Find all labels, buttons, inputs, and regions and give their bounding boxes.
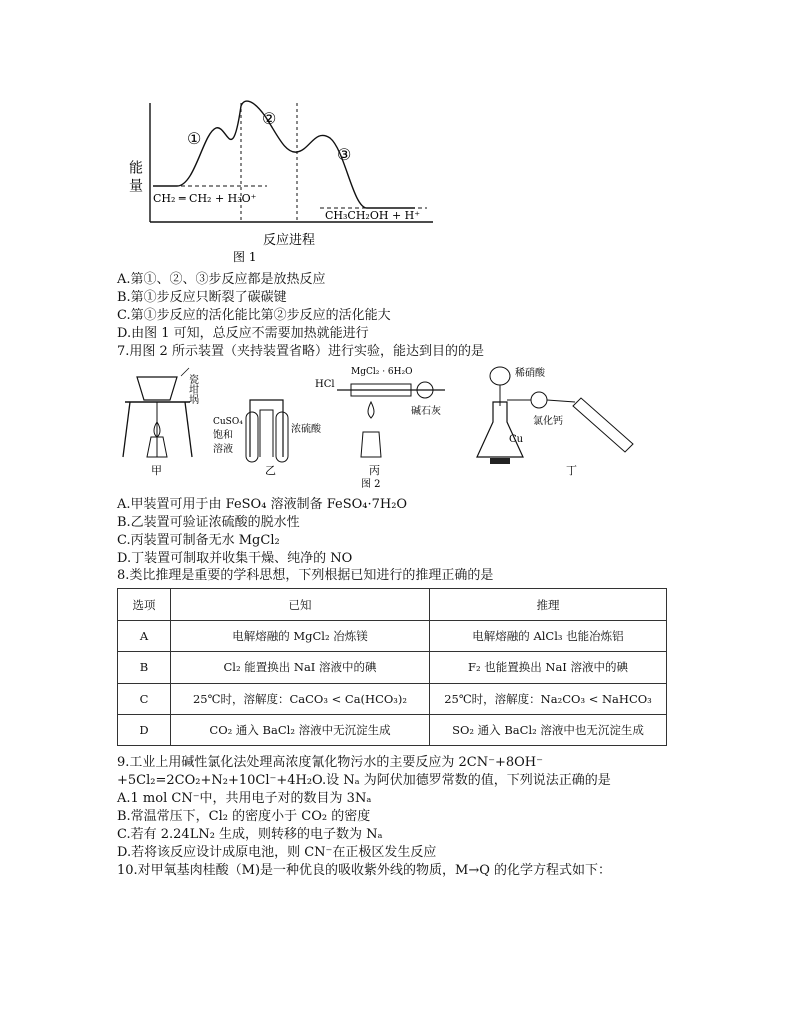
- apparatus-jia: [123, 368, 199, 477]
- table-row: [118, 652, 667, 683]
- cu-label: Cu: [509, 434, 524, 445]
- q6-option-b: B.第①步反应只断裂了碳碳键: [117, 290, 287, 305]
- q6-option-a: A.第①、②、③步反应都是放热反应: [117, 272, 326, 287]
- q9-option-a: A.1 mol CN⁻中，共用电子对的数目为 3Nₐ: [117, 791, 372, 806]
- row-d-known: CO₂ 通入 BaCl₂ 溶液中无沉淀生成: [171, 714, 430, 745]
- step-3-label: ③: [337, 145, 352, 164]
- apparatus-ding-name: 丁: [566, 464, 577, 477]
- row-c-inference: 25℃时，溶解度：Na₂CO₃ < NaHCO₃: [430, 683, 667, 714]
- apparatus-jia-name: 甲: [151, 464, 162, 477]
- row-a-known: 电解熔融的 MgCl₂ 冶炼镁: [171, 621, 430, 652]
- dilute-hno3-label: 稀硝酸: [515, 368, 545, 379]
- row-a-option: A: [118, 621, 171, 652]
- crucible-label: 瓷坩埚: [186, 374, 198, 404]
- table-row: [118, 714, 667, 745]
- apparatus-yi-name: 乙: [265, 464, 276, 477]
- figure-2-caption: 图 2: [361, 479, 381, 490]
- row-d-inference: SO₂ 通入 BaCl₂ 溶液中也无沉淀生成: [430, 714, 667, 745]
- mgcl2-label: MgCl₂ · 6H₂O: [351, 367, 413, 377]
- row-a-inference: 电解熔融的 AlCl₃ 也能冶炼铝: [430, 621, 667, 652]
- hcl-label: HCl: [315, 379, 335, 390]
- x-axis-label: 反应进程: [263, 233, 316, 248]
- q7-stem: 7.用图 2 所示装置（夹持装置省略）进行实验，能达到目的的是: [117, 344, 484, 359]
- apparatus-ding: [477, 366, 633, 477]
- table-row: [118, 683, 667, 714]
- q6-option-c: C.第①步反应的活化能比第②步反应的活化能大: [117, 308, 391, 323]
- header-option: 选项: [118, 589, 171, 621]
- q7-option-d: D.丁装置可制取并收集干燥、纯净的 NO: [117, 551, 353, 566]
- table-row: [118, 621, 667, 652]
- cacl2-label: 氯化钙: [533, 416, 563, 427]
- q7-option-c: C.丙装置可制备无水 MgCl₂: [117, 533, 280, 548]
- row-b-known: Cl₂ 能置换出 NaI 溶液中的碘: [171, 652, 430, 683]
- q7-option-a: A.甲装置可用于由 FeSO₄ 溶液制备 FeSO₄·7H₂O: [117, 497, 408, 512]
- header-known: 已知: [171, 589, 430, 621]
- figure-1-caption: 图 1: [233, 250, 257, 264]
- row-d-option: D: [118, 714, 171, 745]
- q9-stem-line-1: 9.工业上用碱性氯化法处理高浓度氰化物污水的主要反应为 2CN⁻+8OH⁻: [117, 755, 544, 770]
- apparatus-figure: [115, 362, 655, 494]
- solution-label: 溶液: [213, 444, 233, 455]
- product-label: CH₃CH₂OH + H⁺: [325, 209, 421, 222]
- q10-stem: 10.对甲氧基肉桂酸（M)是一种优良的吸收紫外线的物质，M→Q 的化学方程式如下：: [117, 863, 612, 878]
- apparatus-bing-name: 丙: [369, 464, 380, 477]
- q9-option-b: B.常温常压下，Cl₂ 的密度小于 CO₂ 的密度: [117, 809, 371, 824]
- cuso4-label: CuSO₄: [213, 417, 243, 427]
- header-inference: 推理: [430, 589, 667, 621]
- energy-profile-figure: [115, 98, 445, 268]
- soda-lime-label: 碱石灰: [411, 406, 441, 417]
- q6-option-d: D.由图 1 可知，总反应不需要加热就能进行: [117, 326, 369, 341]
- step-1-label: ①: [187, 129, 202, 148]
- saturated-label: 饱和: [213, 430, 233, 441]
- q7-option-b: B.乙装置可验证浓硫酸的脱水性: [117, 515, 300, 530]
- table-header-row: [118, 589, 667, 621]
- row-b-inference: F₂ 也能置换出 NaI 溶液中的碘: [430, 652, 667, 683]
- apparatus-yi: [213, 400, 322, 477]
- row-c-option: C: [118, 683, 171, 714]
- q9-option-d: D.若将该反应设计成原电池，则 CN⁻在正极区发生反应: [117, 845, 437, 860]
- y-axis-label: 能量: [127, 160, 143, 196]
- q8-table: [117, 588, 667, 746]
- step-2-label: ②: [262, 109, 277, 128]
- row-c-known: 25℃时，溶解度：CaCO₃ < Ca(HCO₃)₂: [171, 683, 430, 714]
- apparatus-bing: [315, 367, 445, 490]
- row-b-option: B: [118, 652, 171, 683]
- q9-stem-line-2: +5Cl₂=2CO₂+N₂+10Cl⁻+4H₂O.设 Nₐ 为阿伏加德罗常数的值，下列说法正确的是: [117, 773, 611, 788]
- conc-acid-label: 浓硫酸: [291, 424, 321, 435]
- reactant-label: CH₂ ═ CH₂ + H₃O⁺: [153, 192, 257, 205]
- q8-stem: 8.类比推理是重要的学科思想，下列根据已知进行的推理正确的是: [117, 568, 494, 583]
- q9-option-c: C.若有 2.24LN₂ 生成，则转移的电子数为 Nₐ: [117, 827, 383, 842]
